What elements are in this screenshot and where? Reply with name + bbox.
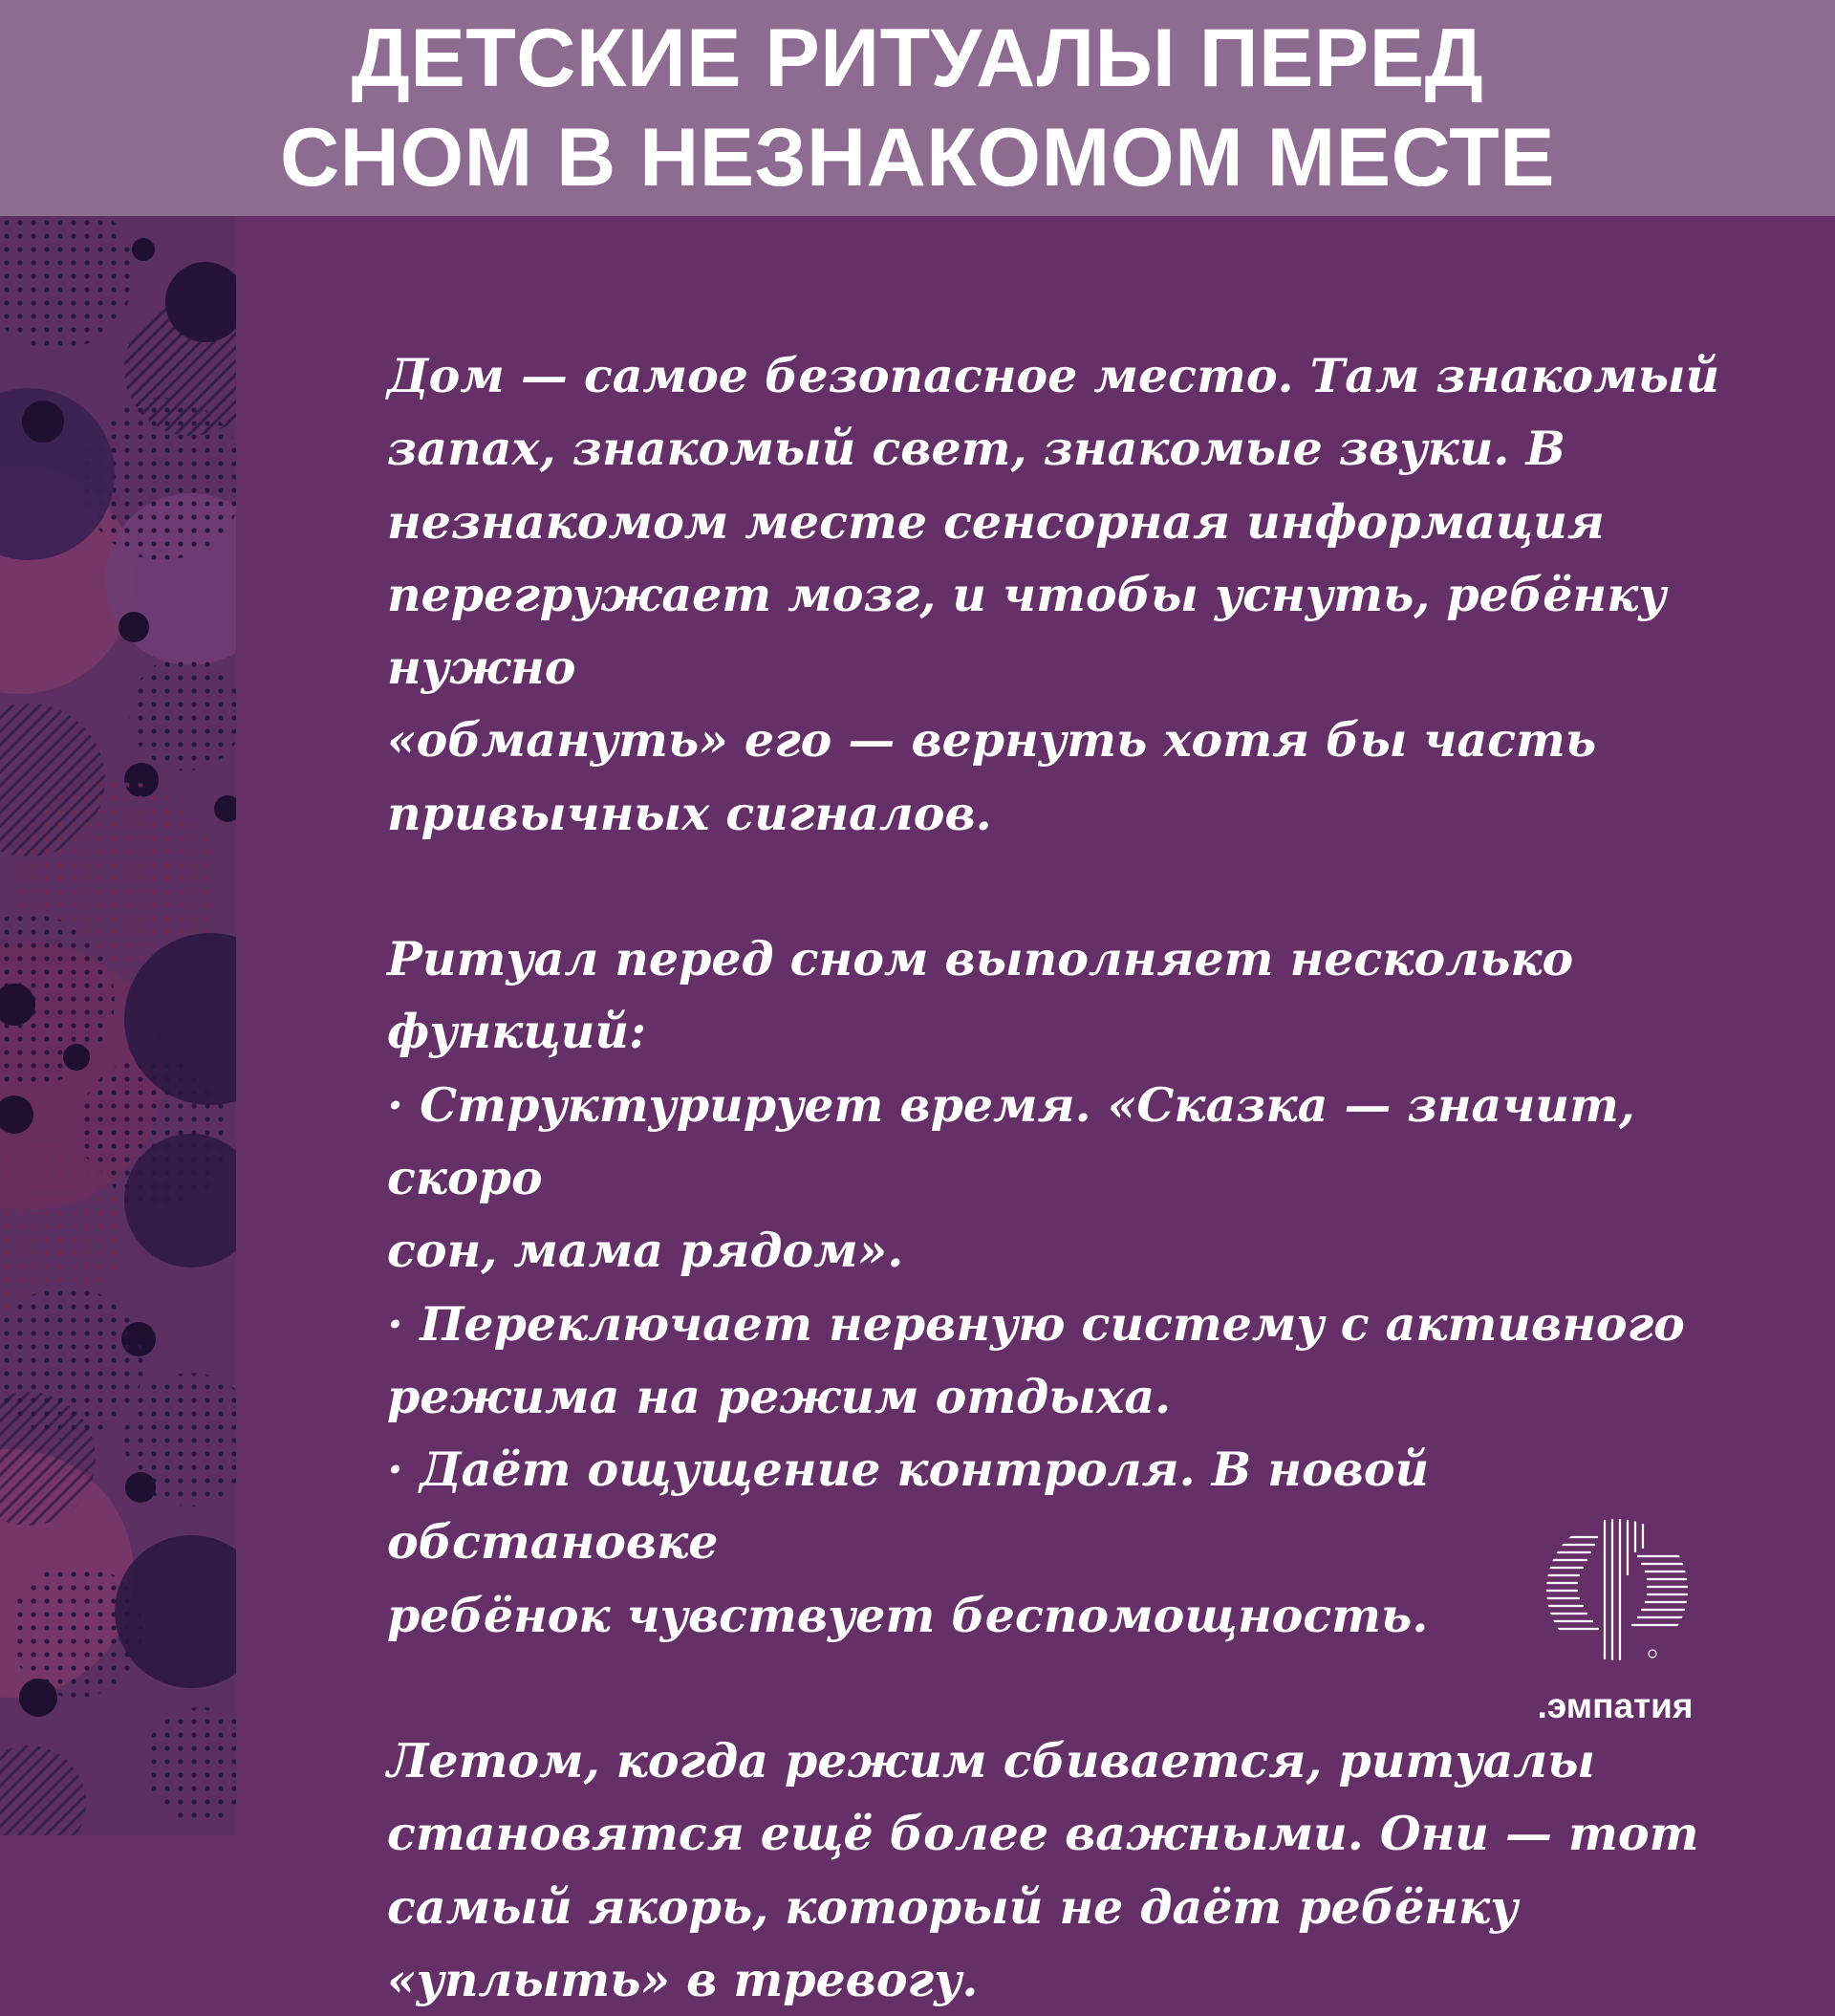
text-line: · Структурирует время. «Сказка — значит, скоро xyxy=(387,1076,1635,1205)
text-line: «обмануть» его — вернуть хотя бы часть xyxy=(387,712,1597,769)
text-line: · Переключает нервную систему с активного xyxy=(387,1295,1685,1352)
text-line: становятся ещё более важными. Они — тот xyxy=(387,1806,1699,1862)
brand-logo xyxy=(1515,1518,1716,1728)
paragraph-summer xyxy=(387,1724,1744,2016)
text-line: Летом, когда режим сбивается, ритуалы xyxy=(387,1733,1595,1789)
paragraph-intro xyxy=(387,339,1744,850)
main-text xyxy=(387,339,1744,2016)
text-line: ребёнок чувствует беспомощность. xyxy=(387,1587,1429,1643)
text-line: режима на режим отдыха. xyxy=(387,1368,1172,1424)
page-title-line-1: ДЕТСКИЕ РИТУАЛЫ ПЕРЕД xyxy=(351,12,1484,104)
text-line: «уплыть» в тревогу. xyxy=(387,1951,979,2007)
text-line: Ритуал перед сном выполняет несколько функций: xyxy=(387,931,1574,1060)
brand-name: .эмпатия xyxy=(1537,1686,1694,1725)
text-line: Дом — самое безопасное место. Там знакомый xyxy=(387,348,1720,403)
header-band xyxy=(0,0,1835,216)
text-line: самый якорь, который не даёт ребёнку xyxy=(387,1878,1519,1935)
text-line: перегружает мозг, и чтобы уснуть, ребёнку нужно xyxy=(387,566,1667,696)
decorative-dot-pattern xyxy=(0,216,236,1835)
text-line: незнакомом месте сенсорная информация xyxy=(387,493,1605,550)
empathy-logo-icon xyxy=(1545,1518,1689,1661)
text-line: запах, знакомый свет, знакомые звуки. В xyxy=(387,421,1565,477)
page-title-line-2: СНОМ В НЕЗНАКОМОМ МЕСТЕ xyxy=(279,112,1555,204)
text-line: привычных сигналов. xyxy=(387,785,992,841)
text-line: · Даёт ощущение контроля. В новой обстановке xyxy=(387,1442,1430,1571)
text-line: сон, мама рядом». xyxy=(387,1223,904,1279)
